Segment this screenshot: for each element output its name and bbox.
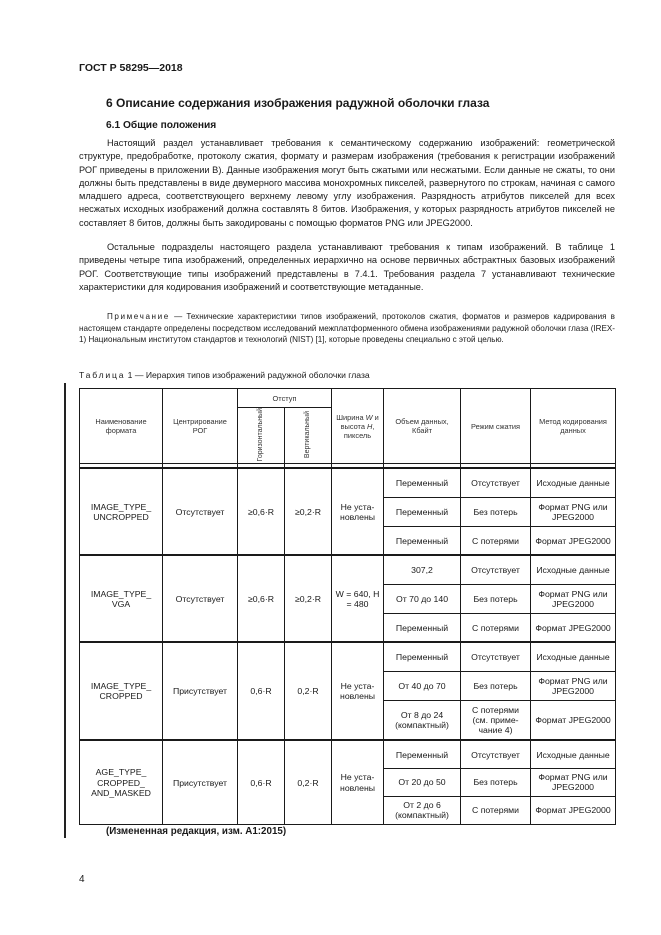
cell-volume: Переменный <box>384 642 461 671</box>
cell-mode: С потерями <box>461 526 531 555</box>
cell-volume: 307,2 <box>384 555 461 584</box>
table-caption <box>79 370 370 380</box>
header-horizontal: Горизонтальный <box>238 408 285 464</box>
cell-volume: От 70 до 140 <box>384 584 461 613</box>
note-text: — Технические характеристики типов изображений, протоколов сжатия, форматов и размеров кадрирования в настоящем стандарте определены посредством исследований межплатформенного обмена изображениями радужной оболочки глаза (IREX-1) Национальным институтом стандартов и технологий (NIST) [1], которые проведены специально с этой целью. <box>79 312 615 345</box>
table-caption-text: 1 — Иерархия типов изображений радужной оболочки глаза <box>125 370 370 380</box>
cell-format-name: IMAGE_TYPE_ CROPPED <box>80 642 163 740</box>
cell-volume: Переменный <box>384 740 461 768</box>
cell-horizontal: 0,6·R <box>238 740 285 824</box>
cell-size: Не установлены <box>332 468 384 555</box>
cell-vertical: 0,2·R <box>285 740 332 824</box>
cell-horizontal: ≥0,6·R <box>238 468 285 555</box>
edition-note: (Измененная редакция, изм. А1:2015) <box>106 826 287 837</box>
cell-method: Исходные данные <box>531 555 616 584</box>
cell-mode: Без потерь <box>461 671 531 700</box>
cell-method: Формат PNG или JPEG2000 <box>531 584 616 613</box>
cell-method: Исходные данные <box>531 740 616 768</box>
cell-method: Формат PNG или JPEG2000 <box>531 671 616 700</box>
paragraph-1: Настоящий раздел устанавливает требования к семантическому содержанию изображений: геометрической структуре, предобработке, протоколу сжатия, формату и размерам изображения (требования к регистрации изображений РОГ приведены в приложении B). Данные изображения могут быть сжатыми или несжатыми. Если данные не сжаты, то они должны быть представлены в виде двумерного массива монохромных пикселей, развернутого по строкам, начиная с самого младшего адреса, соответствующего верхнему левому углу изображения. Разрядность атрибутов пикселей для всех несжатых исходных изображений должна составлять 8 битов. Изображения, у которых разрядность атрибутов пикселей не составляет 8 битов, должны быть закодированы с помощью форматов PNG или JPEG2000. <box>79 138 615 228</box>
cell-centering: Присутствует <box>163 642 238 740</box>
cell-size: W = 640, H = 480 <box>332 555 384 642</box>
header-centering: Центрирование РОГ <box>163 389 238 464</box>
header-method: Метод кодирования данных <box>531 389 616 464</box>
header-offset: Отступ <box>238 389 332 408</box>
cell-method: Формат JPEG2000 <box>531 613 616 642</box>
cell-method: Формат PNG или JPEG2000 <box>531 497 616 526</box>
paragraph-2: Остальные подразделы настоящего раздела устанавливают требования к типам изображений. В таблице 1 приведены четыре типа изображений, определенных иерархично на основе первичных абстрактных базовых изображений РОГ. Соответствующие типы изображений представлены в 7.4.1. Требования раздела 7 устанавливают технические характеристики для кодирования изображений и соответствующие метаданные. <box>79 242 615 292</box>
header-vertical: Вертикальный <box>285 408 332 464</box>
cell-mode: С потерями <box>461 613 531 642</box>
cell-mode: Без потерь <box>461 497 531 526</box>
header-mode: Режим сжатия <box>461 389 531 464</box>
cell-mode: С потерями (см. примечание 4) <box>461 700 531 740</box>
cell-vertical: 0,2·R <box>285 642 332 740</box>
cell-volume: Переменный <box>384 526 461 555</box>
cell-volume: От 2 до 6 (компактный) <box>384 796 461 824</box>
cell-format-name: IMAGE_TYPE_ VGA <box>80 555 163 642</box>
cell-size: Не установлены <box>332 642 384 740</box>
cell-mode: Отсутствует <box>461 642 531 671</box>
cell-centering: Присутствует <box>163 740 238 824</box>
cell-mode: Без потерь <box>461 768 531 796</box>
cell-method: Исходные данные <box>531 468 616 497</box>
note <box>79 311 615 346</box>
cell-method: Формат JPEG2000 <box>531 700 616 740</box>
cell-centering: Отсутствует <box>163 555 238 642</box>
cell-method: Формат JPEG2000 <box>531 796 616 824</box>
table-caption-label: Таблица <box>79 370 126 380</box>
cell-volume: Переменный <box>384 468 461 497</box>
cell-volume: От 8 до 24 (компактный) <box>384 700 461 740</box>
header-size: Ширина W и высота H, пиксель <box>332 389 384 464</box>
image-type-table <box>79 388 616 825</box>
subsection-title: 6.1 Общие положения <box>106 120 217 131</box>
cell-horizontal: 0,6·R <box>238 642 285 740</box>
header-volume: Объем данных, Кбайт <box>384 389 461 464</box>
cell-mode: С потерями <box>461 796 531 824</box>
page-number: 4 <box>79 874 85 885</box>
note-label: Примечание <box>107 312 170 321</box>
cell-format-name: IMAGE_TYPE_ UNCROPPED <box>80 468 163 555</box>
cell-vertical: ≥0,2·R <box>285 555 332 642</box>
section-title: 6 Описание содержания изображения радужной оболочки глаза <box>106 96 490 110</box>
cell-centering: Отсутствует <box>163 468 238 555</box>
change-bar <box>64 383 66 838</box>
cell-size: Не установлены <box>332 740 384 824</box>
cell-mode: Отсутствует <box>461 555 531 584</box>
cell-format-name: AGE_TYPE_ CROPPED_ AND_MASKED <box>80 740 163 824</box>
cell-method: Исходные данные <box>531 642 616 671</box>
cell-mode: Без потерь <box>461 584 531 613</box>
document-header: ГОСТ Р 58295—2018 <box>79 62 183 74</box>
cell-horizontal: ≥0,6·R <box>238 555 285 642</box>
cell-method: Формат JPEG2000 <box>531 526 616 555</box>
cell-volume: Переменный <box>384 497 461 526</box>
header-name: Наименование формата <box>80 389 163 464</box>
cell-mode: Отсутствует <box>461 740 531 768</box>
cell-volume: От 40 до 70 <box>384 671 461 700</box>
cell-volume: Переменный <box>384 613 461 642</box>
cell-mode: Отсутствует <box>461 468 531 497</box>
cell-vertical: ≥0,2·R <box>285 468 332 555</box>
cell-volume: От 20 до 50 <box>384 768 461 796</box>
cell-method: Формат PNG или JPEG2000 <box>531 768 616 796</box>
